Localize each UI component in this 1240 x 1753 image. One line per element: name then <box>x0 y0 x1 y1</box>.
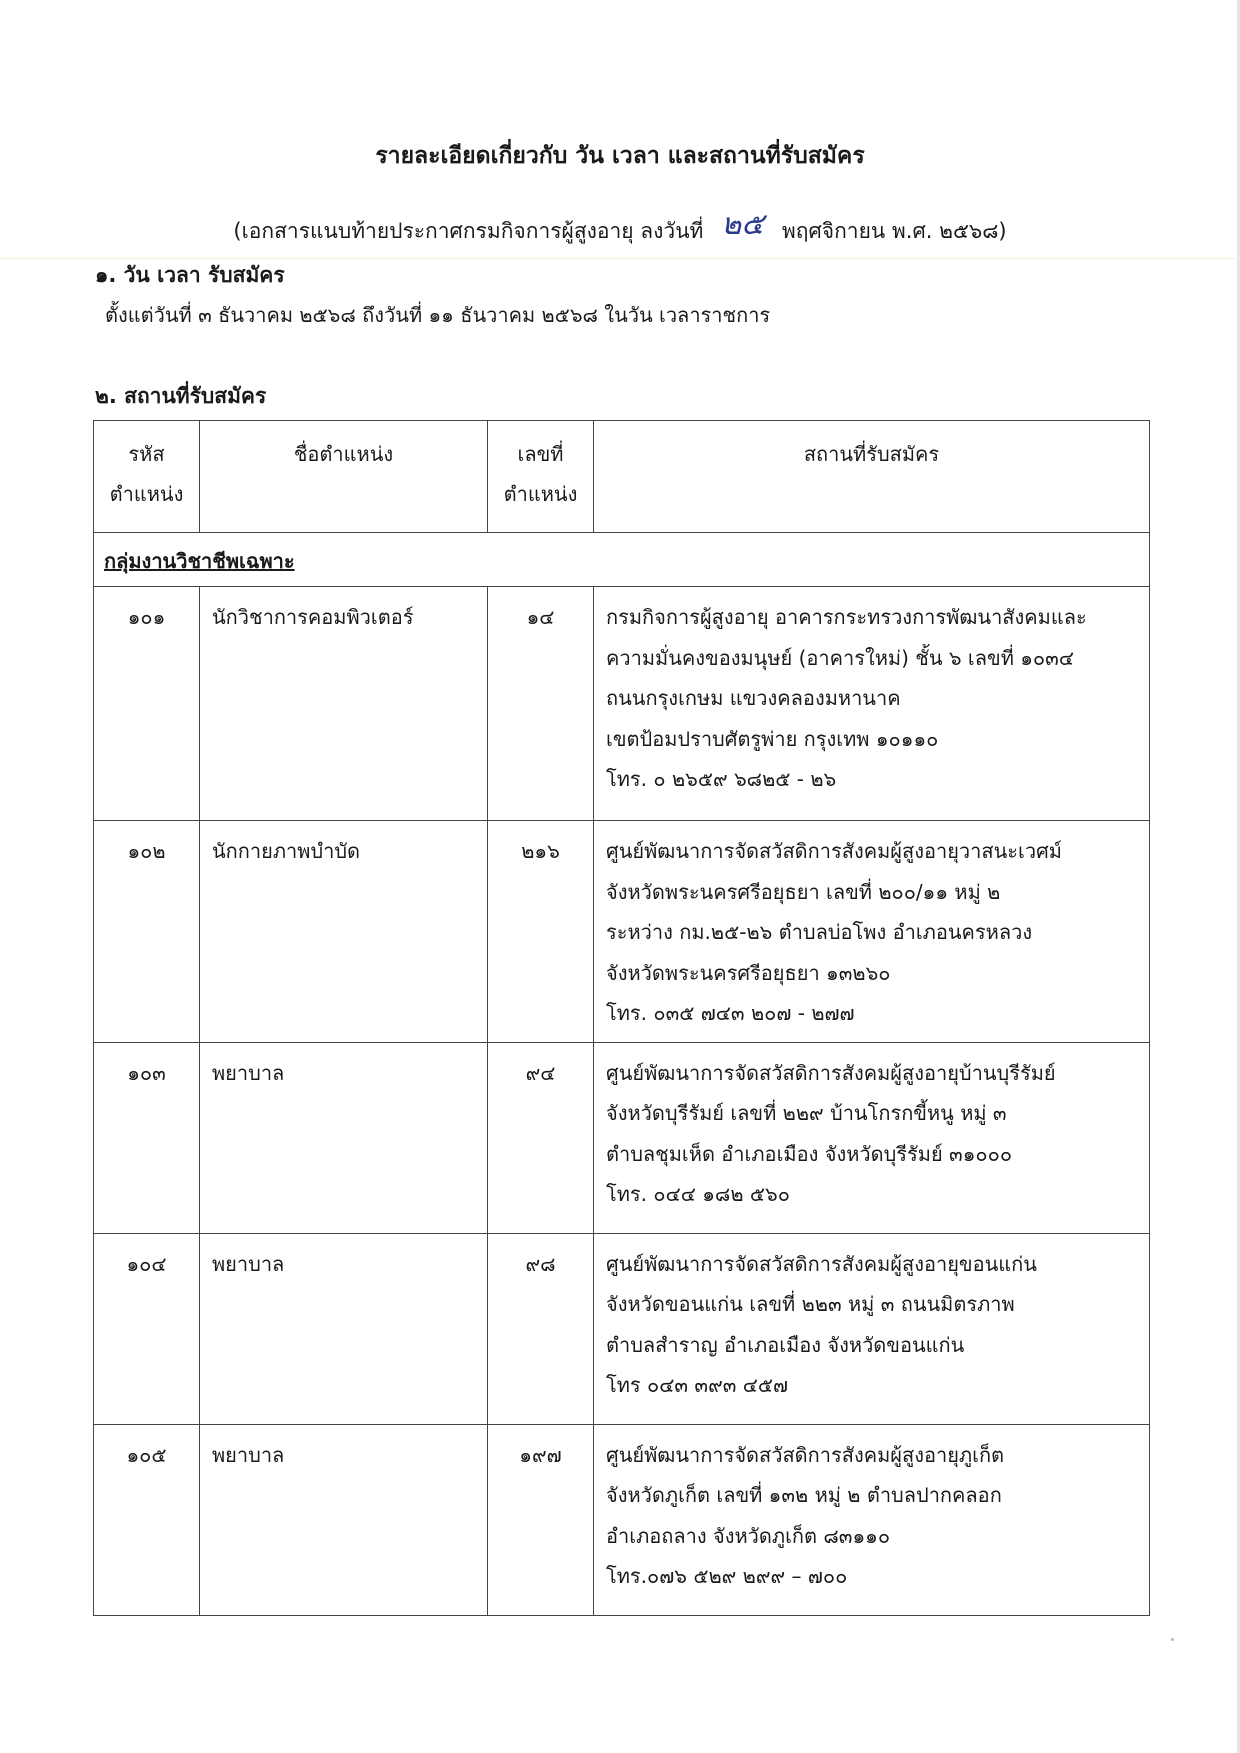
table-row <box>94 1424 1150 1615</box>
location-line: กรมกิจการผู้สูงอายุ อาคารกระทรวงการพัฒนาสังคมและ <box>606 605 1087 629</box>
header-number-line1: เลขที่ <box>517 442 564 466</box>
location-line: จังหวัดพระนครศรีอยุธยา ๑๓๒๖๐ <box>606 960 891 985</box>
location-line: โทร.๐๗๖ ๕๒๙ ๒๙๙ – ๗๐๐ <box>606 1564 848 1588</box>
location-line: จังหวัดภูเก็ต เลขที่ ๑๓๒ หมู่ ๒ ตำบลปากคลอก <box>606 1483 1002 1507</box>
row-code: ๑๐๒ <box>94 821 200 1043</box>
row-number: ๑๙๗ <box>488 1424 594 1615</box>
location-line: โทร. ๐ ๒๖๕๙ ๖๘๒๕ - ๒๖ <box>606 767 837 791</box>
group-label: กลุ่มงานวิชาชีพเฉพาะ <box>94 533 1150 587</box>
table-row <box>94 821 1150 1043</box>
row-name: พยาบาล <box>200 1233 488 1424</box>
subtitle-suffix: พฤศจิกายน พ.ศ. ๒๕๖๘) <box>781 219 1007 243</box>
location-line: จังหวัดขอนแก่น เลขที่ ๒๒๓ หมู่ ๓ ถนนมิตรภาพ <box>606 1292 1015 1316</box>
row-number: ๒๑๖ <box>488 821 594 1043</box>
location-line: ตำบลสำราญ อำเภอเมือง จังหวัดขอนแก่น <box>606 1332 965 1357</box>
location-line: โทร. ๐๔๔ ๑๘๒ ๕๖๐ <box>606 1182 790 1206</box>
table-row <box>94 1233 1150 1424</box>
location-line: ระหว่าง กม.๒๕-๒๖ ตำบลบ่อโพง อำเภอนครหลวง <box>606 920 1033 944</box>
row-name: พยาบาล <box>200 1042 488 1233</box>
header-code-line1: รหัส <box>128 442 165 466</box>
table-row <box>94 1042 1150 1233</box>
row-location <box>594 1233 1150 1424</box>
section-1-text: ตั้งแต่วันที่ ๓ ธันวาคม ๒๕๖๘ ถึงวันที่ ๑๑ ธันวาคม ๒๕๖๘ ในวัน เวลาราชการ <box>105 303 771 327</box>
header-code <box>94 421 200 533</box>
location-line: จังหวัดพระนครศรีอยุธยา เลขที่ ๒๐๐/๑๑ หมู่ ๒ <box>606 879 1001 904</box>
scan-speck <box>1171 1638 1174 1641</box>
row-location <box>594 821 1150 1043</box>
header-location-label: สถานที่รับสมัคร <box>803 442 940 466</box>
header-location <box>594 421 1150 533</box>
row-code: ๑๐๕ <box>94 1424 200 1615</box>
row-number: ๑๔ <box>488 587 594 821</box>
location-line: อำเภอถลาง จังหวัดภูเก็ต ๘๓๑๑๐ <box>606 1523 891 1548</box>
location-line: เขตป้อมปราบศัตรูพ่าย กรุงเทพ ๑๐๑๑๐ <box>606 726 939 751</box>
row-location <box>594 1042 1150 1233</box>
location-line: โทร ๐๔๓ ๓๙๓ ๔๕๗ <box>606 1373 789 1397</box>
header-code-line2: ตำแหน่ง <box>109 482 184 506</box>
header-name <box>200 421 488 533</box>
section-2-heading: ๒. สถานที่รับสมัคร <box>95 384 267 408</box>
row-name: นักกายภาพบำบัด <box>200 821 488 1043</box>
location-line: ศูนย์พัฒนาการจัดสวัสดิการสังคมผู้สูงอายุวาสนะเวศม์ <box>606 839 1062 863</box>
row-location <box>594 587 1150 821</box>
location-line: ความมั่นคงของมนุษย์ (อาคารใหม่) ชั้น ๖ เลขที่ ๑๐๓๔ <box>606 645 1074 670</box>
location-line: ศูนย์พัฒนาการจัดสวัสดิการสังคมผู้สูงอายุบ้านบุรีรัมย์ <box>606 1060 1056 1085</box>
group-row <box>94 533 1150 587</box>
document-title: รายละเอียดเกี่ยวกับ วัน เวลา และสถานที่รับสมัคร <box>375 143 865 169</box>
location-line: ศูนย์พัฒนาการจัดสวัสดิการสังคมผู้สูงอายุขอนแก่น <box>606 1251 1037 1276</box>
location-line: ถนนกรุงเกษม แขวงคลองมหานาค <box>606 686 901 710</box>
header-name-label: ชื่อตำแหน่ง <box>293 442 394 466</box>
document-subtitle <box>0 205 1240 252</box>
row-location <box>594 1424 1150 1615</box>
row-number: ๙๔ <box>488 1042 594 1233</box>
table-header-row <box>94 421 1150 533</box>
handwritten-day: ๒๕ <box>721 207 764 242</box>
location-line: ศูนย์พัฒนาการจัดสวัสดิการสังคมผู้สูงอายุภูเก็ต <box>606 1442 1005 1467</box>
header-number-line2: ตำแหน่ง <box>503 482 578 506</box>
header-number <box>488 421 594 533</box>
section-1-heading: ๑. วัน เวลา รับสมัคร <box>95 263 285 287</box>
row-code: ๑๐๔ <box>94 1233 200 1424</box>
row-number: ๙๘ <box>488 1233 594 1424</box>
location-line: ตำบลชุมเห็ด อำเภอเมือง จังหวัดบุรีรัมย์ ๓๑๐๐๐ <box>606 1141 1013 1166</box>
table-row <box>94 587 1150 821</box>
row-code: ๑๐๑ <box>94 587 200 821</box>
row-code: ๑๐๓ <box>94 1042 200 1233</box>
row-name: นักวิชาการคอมพิวเตอร์ <box>200 587 488 821</box>
application-locations-table <box>93 420 1150 1616</box>
location-line: จังหวัดบุรีรัมย์ เลขที่ ๒๒๙ บ้านโกรกขี้หนู หมู่ ๓ <box>606 1101 1007 1125</box>
location-line: โทร. ๐๓๕ ๗๔๓ ๒๐๗ - ๒๗๗ <box>606 1001 855 1025</box>
subtitle-prefix: (เอกสารแนบท้ายประกาศกรมกิจการผู้สูงอายุ ลงวันที่ <box>233 219 704 243</box>
row-name: พยาบาล <box>200 1424 488 1615</box>
